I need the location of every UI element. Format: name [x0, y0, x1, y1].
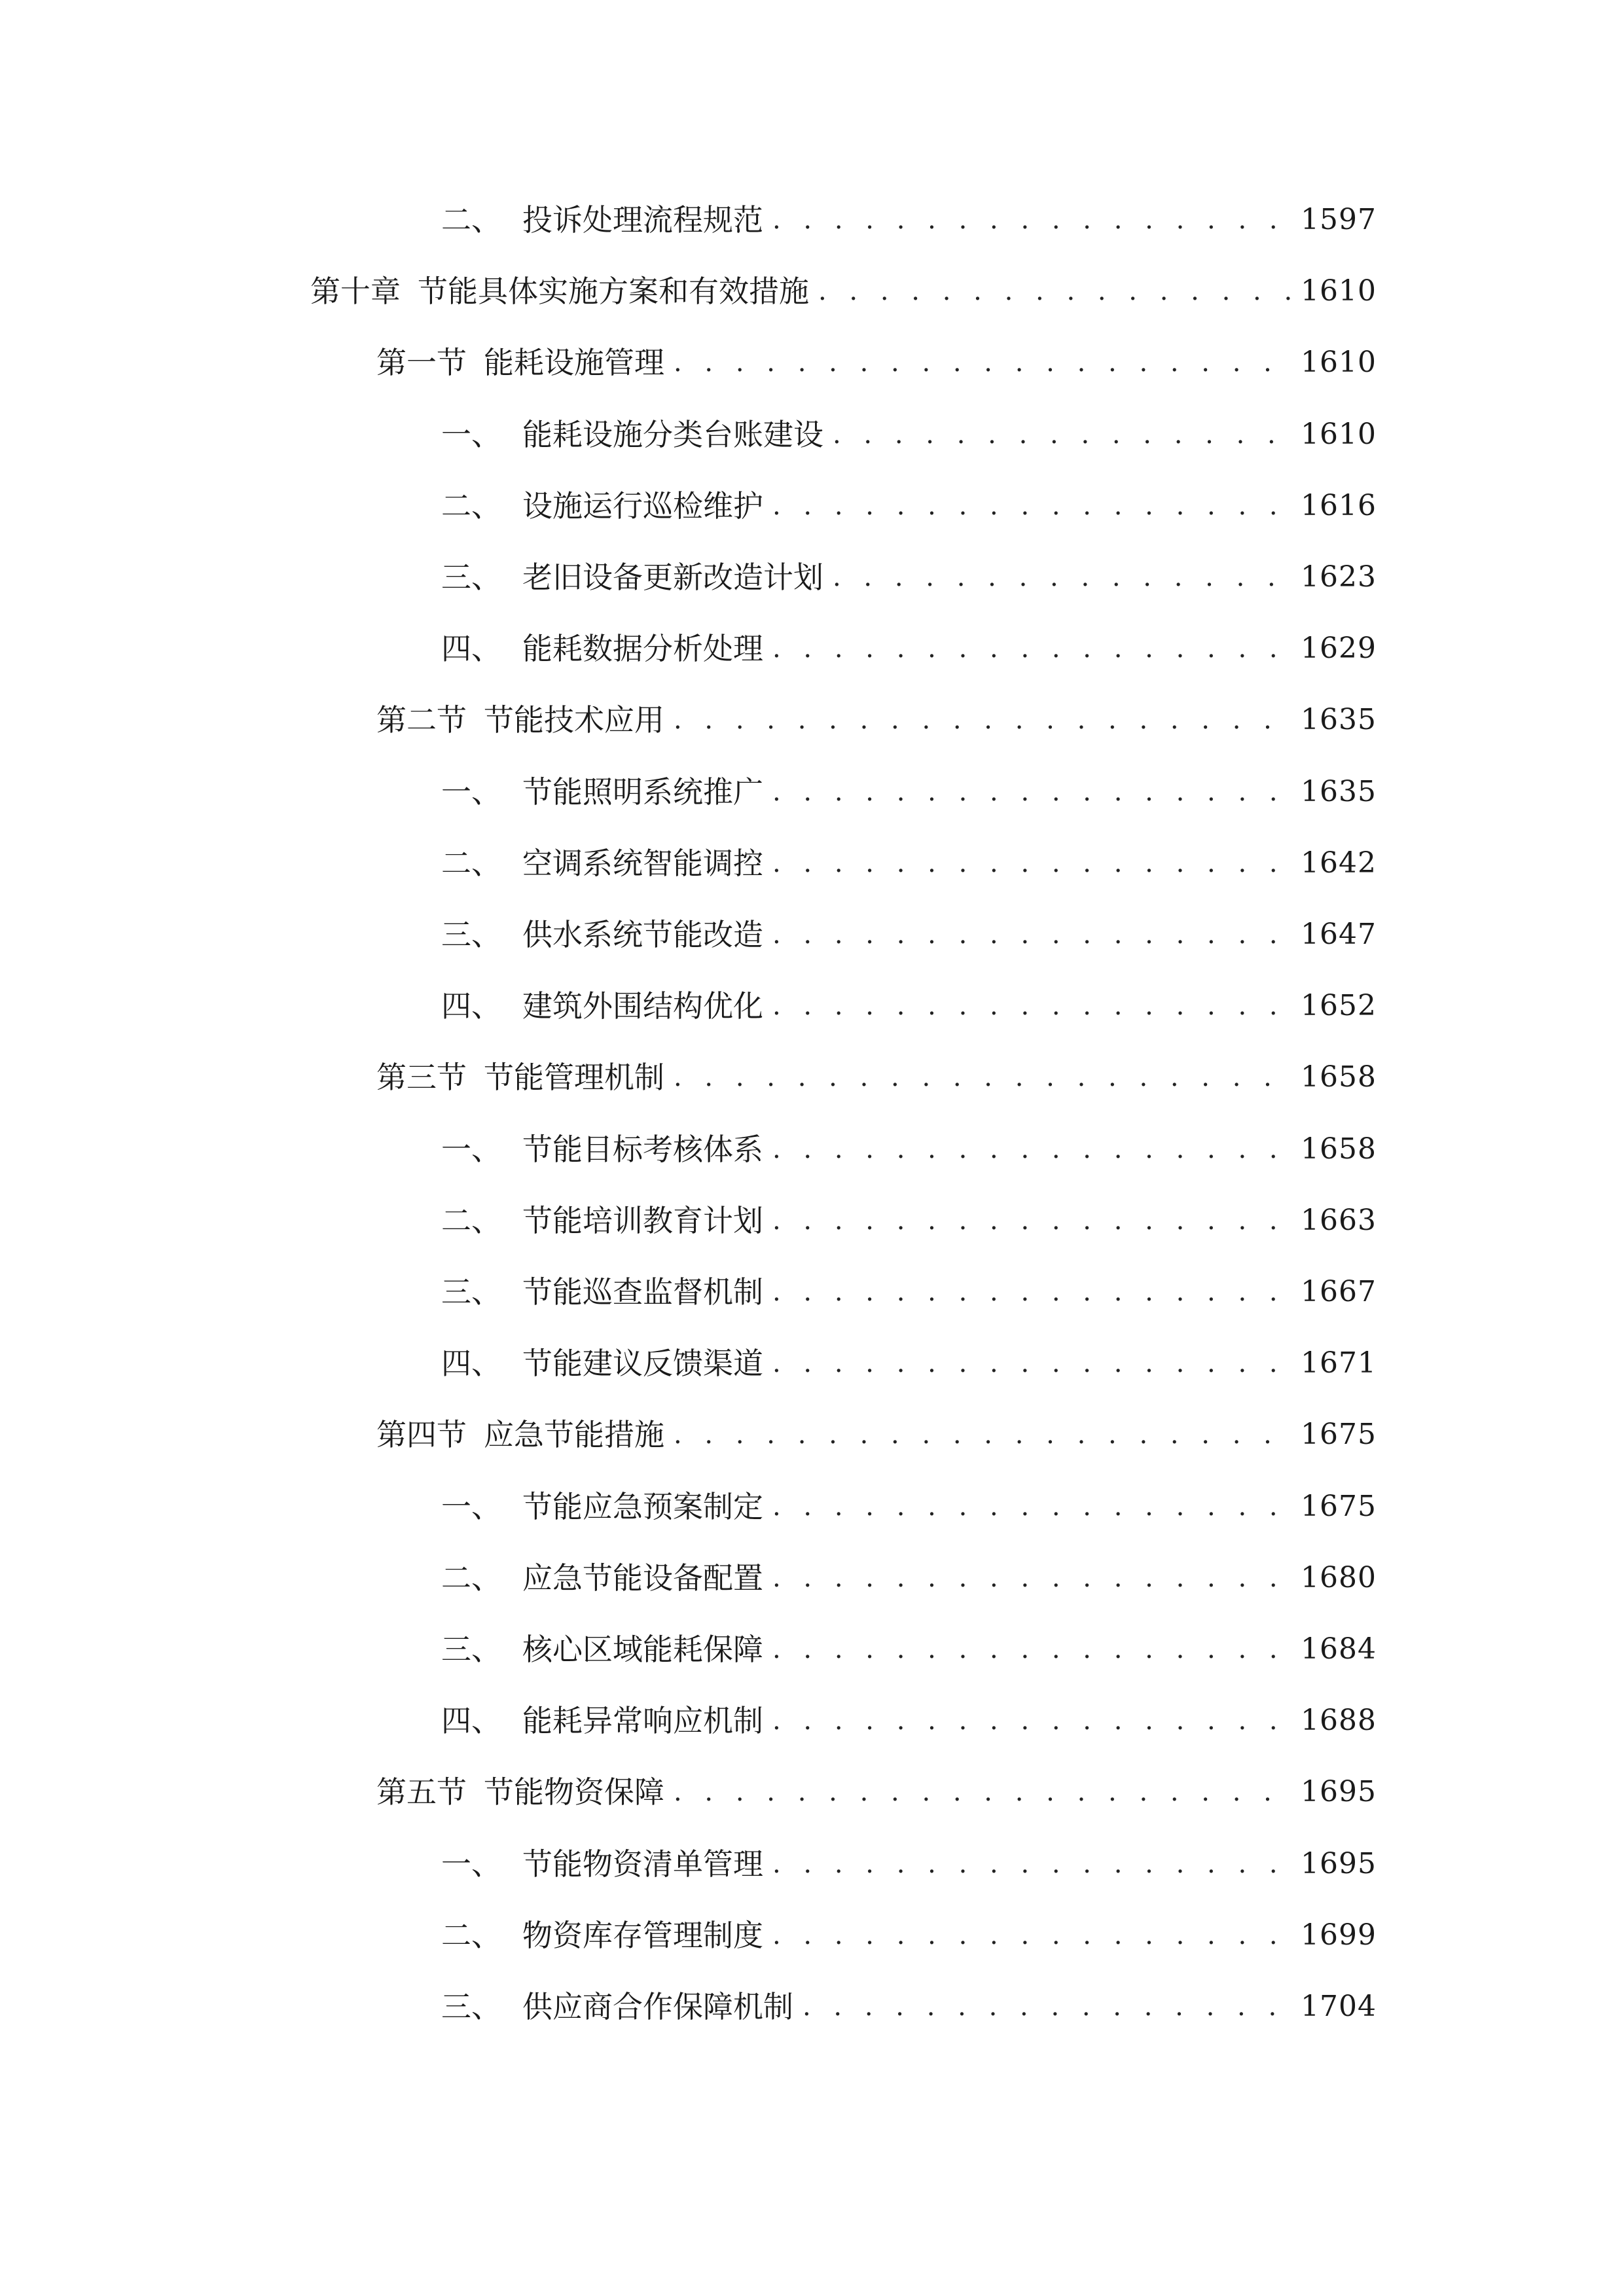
toc-entry[interactable] [441, 1909, 1377, 1962]
toc-entry-title: 应急节能设备配置 [522, 1560, 763, 1596]
toc-dot-leader [674, 694, 1291, 746]
toc-entry[interactable] [441, 1981, 1377, 2033]
toc-entry-number: 二、 [441, 846, 501, 881]
toc-entry-page: 1597 [1301, 203, 1377, 236]
toc-entry[interactable] [441, 1266, 1377, 1318]
toc-dot-leader [674, 1766, 1291, 1818]
toc-entry-page: 1635 [1301, 703, 1377, 736]
toc-dot-leader [772, 1194, 1291, 1247]
toc-entry-number: 四、 [441, 1346, 501, 1381]
toc-entry-number: 第二节 [376, 702, 467, 738]
toc-entry-number: 一、 [441, 1132, 501, 1167]
toc-entry-number: 四、 [441, 1703, 501, 1738]
toc-entry-page: 1635 [1301, 775, 1377, 808]
toc-dot-leader [818, 265, 1291, 317]
toc-entry[interactable] [441, 1552, 1377, 1604]
toc-entry[interactable] [441, 480, 1377, 532]
toc-entry[interactable] [441, 1623, 1377, 1676]
toc-entry-title: 能耗异常响应机制 [522, 1703, 763, 1738]
toc-entry-number: 三、 [441, 1989, 501, 2024]
toc-entry-title: 应急节能措施 [484, 1417, 664, 1452]
toc-entry[interactable] [441, 622, 1377, 675]
toc-entry-page: 1652 [1301, 989, 1377, 1022]
toc-dot-leader [772, 1123, 1291, 1175]
toc-entry-number: 二、 [441, 1560, 501, 1596]
toc-entry-title: 核心区域能耗保障 [522, 1632, 763, 1667]
toc-entry-page: 1629 [1301, 632, 1377, 665]
toc-entry-page: 1671 [1301, 1346, 1377, 1380]
toc-entry-title: 物资库存管理制度 [522, 1918, 763, 1953]
toc-dot-leader [772, 1623, 1291, 1676]
toc-entry-page: 1688 [1301, 1704, 1377, 1737]
toc-entry-page: 1704 [1301, 1990, 1377, 2023]
toc-entry-number: 一、 [441, 1489, 501, 1524]
toc-entry-number: 一、 [441, 417, 501, 452]
toc-dot-leader [772, 622, 1291, 675]
toc-dot-leader [772, 1266, 1291, 1318]
toc-entry-title: 节能管理机制 [484, 1060, 664, 1095]
toc-entry-number: 三、 [441, 917, 501, 952]
toc-entry[interactable] [376, 694, 1377, 746]
toc-entry-page: 1675 [1301, 1490, 1377, 1523]
toc-entry-number: 四、 [441, 631, 501, 666]
toc-entry-title: 节能巡查监督机制 [522, 1274, 763, 1310]
toc-entry-page: 1610 [1301, 274, 1377, 308]
toc-entry[interactable] [441, 980, 1377, 1032]
toc-entry-title: 节能照明系统推广 [522, 774, 763, 810]
toc-entry-title: 供应商合作保障机制 [522, 1989, 793, 2024]
toc-entry-number: 四、 [441, 988, 501, 1024]
toc-entry-number: 第十章 [310, 274, 401, 309]
toc-entry-title: 节能具体实施方案和有效措施 [418, 274, 809, 309]
toc-entry-page: 1642 [1301, 846, 1377, 880]
toc-entry[interactable] [376, 1766, 1377, 1818]
toc-entry-title: 节能应急预案制定 [522, 1489, 763, 1524]
toc-entry-page: 1695 [1301, 1847, 1377, 1880]
toc-dot-leader [772, 837, 1291, 889]
toc-entry[interactable] [310, 265, 1377, 317]
toc-entry[interactable] [441, 1123, 1377, 1175]
toc-dot-leader [772, 980, 1291, 1032]
toc-dot-leader [833, 408, 1291, 461]
toc-entry-number: 第一节 [376, 345, 467, 380]
toc-entry-page: 1610 [1301, 418, 1377, 451]
toc-dot-leader [674, 1408, 1291, 1461]
toc-dot-leader [772, 908, 1291, 961]
toc-entry-page: 1684 [1301, 1632, 1377, 1666]
toc-entry-page: 1616 [1301, 489, 1377, 522]
toc-entry-title: 节能技术应用 [484, 702, 664, 738]
toc-entry-number: 二、 [441, 202, 501, 238]
toc-entry-page: 1699 [1301, 1918, 1377, 1952]
toc-entry[interactable] [441, 408, 1377, 461]
toc-dot-leader [772, 1838, 1291, 1890]
toc-dot-leader [772, 194, 1291, 246]
toc-entry-number: 三、 [441, 560, 501, 595]
toc-entry-number: 二、 [441, 488, 501, 524]
toc-entry-page: 1667 [1301, 1275, 1377, 1308]
toc-entry-number: 三、 [441, 1632, 501, 1667]
toc-entry[interactable] [441, 1337, 1377, 1390]
toc-entry[interactable] [441, 194, 1377, 246]
toc-dot-leader [772, 480, 1291, 532]
toc-entry-title: 节能培训教育计划 [522, 1203, 763, 1238]
toc-dot-leader [833, 551, 1291, 603]
toc-entry-page: 1675 [1301, 1418, 1377, 1451]
toc-entry[interactable] [441, 551, 1377, 603]
toc-entry-title: 节能物资保障 [484, 1774, 664, 1810]
toc-entry-title: 供水系统节能改造 [522, 917, 763, 952]
toc-entry-title: 建筑外围结构优化 [522, 988, 763, 1024]
toc-entry-title: 能耗设施分类台账建设 [522, 417, 823, 452]
toc-entry[interactable] [376, 1051, 1377, 1103]
toc-dot-leader [803, 1981, 1291, 2033]
toc-dot-leader [772, 1552, 1291, 1604]
toc-entry-title: 空调系统智能调控 [522, 846, 763, 881]
toc-dot-leader [674, 336, 1291, 389]
toc-entry[interactable] [441, 908, 1377, 961]
toc-entry-title: 能耗设施管理 [484, 345, 664, 380]
toc-entry-page: 1663 [1301, 1204, 1377, 1237]
toc-entry-number: 一、 [441, 1846, 501, 1882]
toc-entry-number: 第三节 [376, 1060, 467, 1095]
toc-entry-title: 投诉处理流程规范 [522, 202, 763, 238]
toc-dot-leader [674, 1051, 1291, 1103]
toc-entry-title: 设施运行巡检维护 [522, 488, 763, 524]
toc-dot-leader [772, 766, 1291, 818]
toc-entry[interactable] [441, 1194, 1377, 1247]
toc-entry-number: 一、 [441, 774, 501, 810]
toc-entry-page: 1647 [1301, 918, 1377, 951]
toc-entry-page: 1680 [1301, 1561, 1377, 1594]
toc-entry-number: 二、 [441, 1203, 501, 1238]
toc-entry-number: 三、 [441, 1274, 501, 1310]
toc-entry[interactable] [441, 837, 1377, 889]
toc-entry[interactable] [441, 1695, 1377, 1747]
toc-entry-title: 能耗数据分析处理 [522, 631, 763, 666]
toc-entry-page: 1623 [1301, 560, 1377, 594]
toc-entry-title: 节能目标考核体系 [522, 1132, 763, 1167]
toc-entry-number: 第五节 [376, 1774, 467, 1810]
toc-dot-leader [772, 1909, 1291, 1962]
toc-entry-title: 节能物资清单管理 [522, 1846, 763, 1882]
toc-entry-page: 1610 [1301, 346, 1377, 379]
toc-entry-number: 二、 [441, 1918, 501, 1953]
toc-dot-leader [772, 1480, 1291, 1533]
toc-entry[interactable] [376, 1408, 1377, 1461]
toc-dot-leader [772, 1337, 1291, 1390]
toc-entry[interactable] [441, 1838, 1377, 1890]
toc-entry[interactable] [441, 1480, 1377, 1533]
toc-entry-page: 1695 [1301, 1775, 1377, 1808]
toc-dot-leader [772, 1695, 1291, 1747]
toc-entry-page: 1658 [1301, 1132, 1377, 1166]
toc-entry-page: 1658 [1301, 1060, 1377, 1094]
toc-entry[interactable] [376, 336, 1377, 389]
toc-entry[interactable] [441, 766, 1377, 818]
toc-entry-number: 第四节 [376, 1417, 467, 1452]
toc-entry-title: 节能建议反馈渠道 [522, 1346, 763, 1381]
toc-entry-title: 老旧设备更新改造计划 [522, 560, 823, 595]
